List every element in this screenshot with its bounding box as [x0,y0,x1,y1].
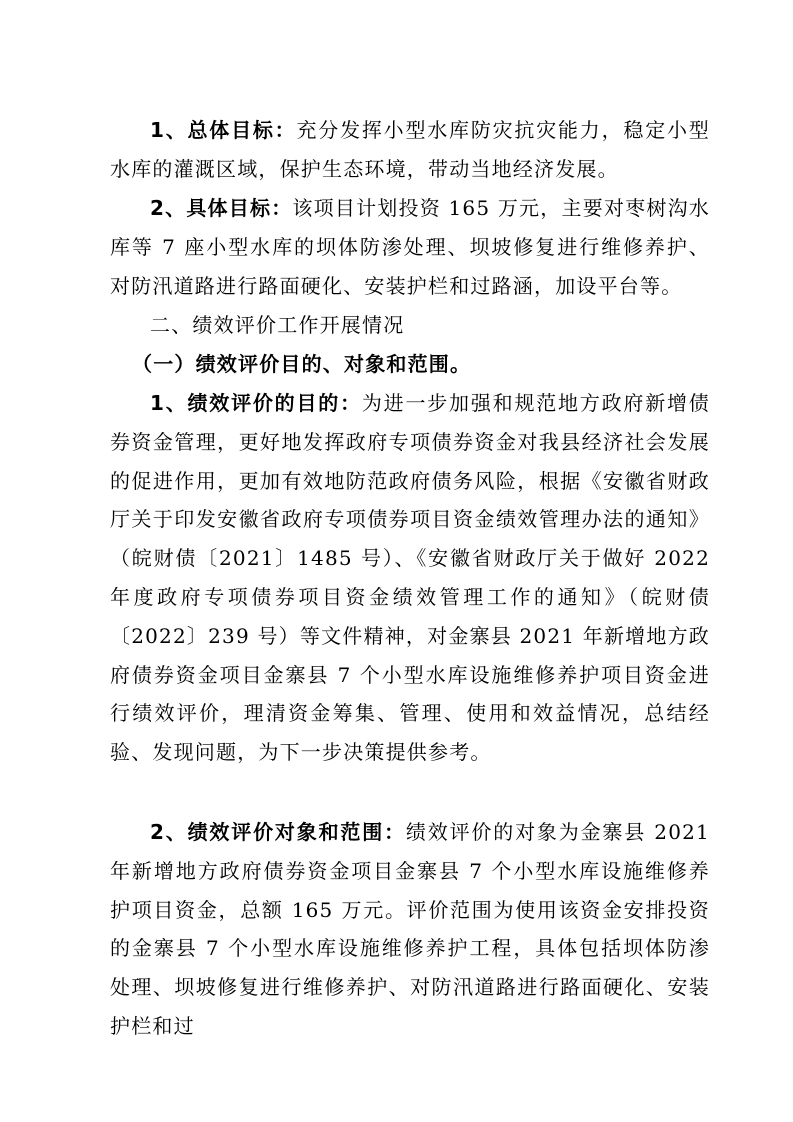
paragraph-lead: 2、绩效评价对象和范围： [150,820,406,844]
paragraph-evaluation-purpose [110,384,710,772]
paragraph-lead: 2、具体目标： [150,196,293,220]
paragraph-text: 充分发挥小型水库防灾抗灾能力，稳定小型水库的灌溉区域，保护生态环境，带动当地经济发展。 [110,118,710,181]
paragraph-lead: 1、绩效评价的目的： [150,391,362,415]
paragraph-text: 该项目计划投资 165 万元，主要对枣树沟水库等 7 座小型水库的坝体防渗处理、坝坡修复进行维修养护、对防汛道路进行路面硬化、安装护栏和过路涵，加设平台等。 [110,196,710,298]
paragraph-specific-goal [110,189,710,305]
paragraph-evaluation-scope [110,813,710,1046]
paragraph-text: 为进一步加强和规范地方政府新增债券资金管理，更好地发挥政府专项债券资金对我县经济社会发展的促进作用，更加有效地防范政府债务风险，根据《安徽省财政厅关于印发安徽省政府专项债券项目资金绩效管理办法的通知》（皖财债〔2021〕1485 号）、《安徽省财政厅关于做好 2022 年度政府专项债券项目资金绩效管理工作的通知》（皖财债〔2022〕239 号）等文件精神，对金寨县 2021 年新增地方政府债券资金项目金寨县 7 个小型水库设施维修养护项目资金进行绩效评价，理清资金筹集、管理、使用和效益情况，总结经验、发现问题，为下一步决策提供参考。 [110,391,710,765]
subsection-heading: （一）绩效评价目的、对象和范围。 [132,352,472,376]
paragraph-overall-goal [110,111,710,189]
section-heading: 二、绩效评价工作开展情况 [150,313,405,337]
paragraph-text: 绩效评价的对象为金寨县 2021 年新增地方政府债券资金项目金寨县 7 个小型水库设施维修养护项目资金，总额 165 万元。评价范围为使用该资金安排投资的金寨县 7 个小型水库设施维修养护工程，具体包括坝体防渗处理、坝坡修复进行维修养护、对防汛道路进行路面硬化、安装护栏和过 [110,820,710,1038]
paragraph-lead: 1、总体目标： [150,118,297,142]
